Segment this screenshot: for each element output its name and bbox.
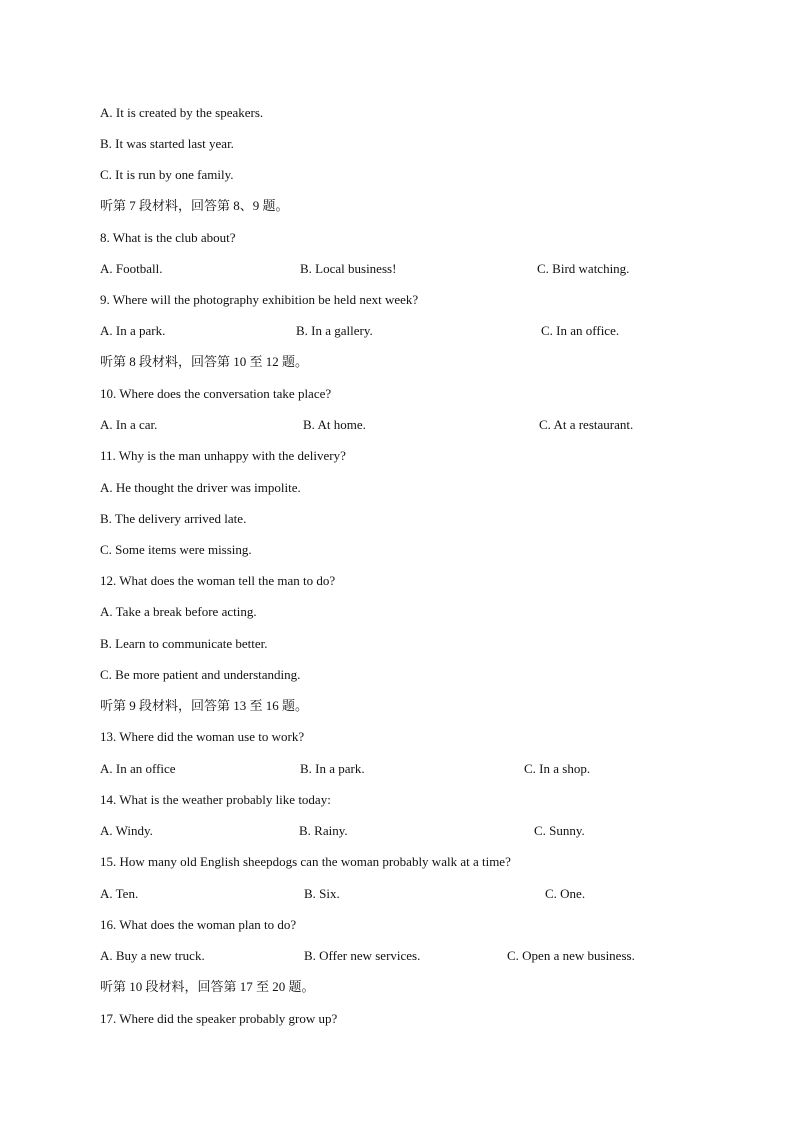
- option-c-q13: C. In a shop.: [524, 761, 591, 776]
- option-b-q16: B. Offer new services.: [304, 948, 421, 963]
- option-a-q7: A. It is created by the speakers.: [100, 105, 264, 120]
- question-10: 10. Where does the conversation take place?: [100, 386, 332, 401]
- question-15: 15. How many old English sheepdogs can the woman probably walk at a time?: [100, 854, 511, 869]
- option-a-q16: A. Buy a new truck.: [100, 948, 205, 963]
- option-b-q12: B. Learn to communicate better.: [100, 636, 268, 651]
- option-b-q13: B. In a park.: [300, 761, 365, 776]
- option-c-q16: C. Open a new business.: [507, 948, 635, 963]
- option-b-q11: B. The delivery arrived late.: [100, 511, 247, 526]
- question-8: 8. What is the club about?: [100, 230, 236, 245]
- option-b-q7: B. It was started last year.: [100, 136, 234, 151]
- option-a-q9: A. In a park.: [100, 323, 166, 338]
- option-a-q14: A. Windy.: [100, 823, 153, 838]
- option-c-q12: C. Be more patient and understanding.: [100, 667, 301, 682]
- option-a-q12: A. Take a break before acting.: [100, 604, 257, 619]
- option-a-q11: A. He thought the driver was impolite.: [100, 480, 301, 495]
- question-9: 9. Where will the photography exhibition be held next week?: [100, 292, 419, 307]
- question-11: 11. Why is the man unhappy with the delivery?: [100, 448, 346, 463]
- option-c-q9: C. In an office.: [541, 323, 620, 338]
- question-17: 17. Where did the speaker probably grow up?: [100, 1011, 338, 1026]
- section-instruction-9: 听第 9 段材料，回答第 13 至 16 题。: [100, 698, 309, 713]
- option-c-q10: C. At a restaurant.: [539, 417, 634, 432]
- question-16: 16. What does the woman plan to do?: [100, 917, 297, 932]
- option-c-q15: C. One.: [545, 886, 586, 901]
- option-c-q7: C. It is run by one family.: [100, 167, 234, 182]
- option-a-q13: A. In an office: [100, 761, 176, 776]
- option-a-q8: A. Football.: [100, 261, 163, 276]
- question-12: 12. What does the woman tell the man to do?: [100, 573, 336, 588]
- question-13: 13. Where did the woman use to work?: [100, 729, 305, 744]
- option-c-q11: C. Some items were missing.: [100, 542, 252, 557]
- section-instruction-7: 听第 7 段材料，回答第 8、9 题。: [100, 198, 289, 213]
- option-a-q10: A. In a car.: [100, 417, 158, 432]
- option-c-q14: C. Sunny.: [534, 823, 585, 838]
- section-instruction-8: 听第 8 段材料，回答第 10 至 12 题。: [100, 354, 309, 369]
- option-b-q8: B. Local business!: [300, 261, 397, 276]
- question-14: 14. What is the weather probably like today:: [100, 792, 331, 807]
- option-b-q14: B. Rainy.: [299, 823, 348, 838]
- section-instruction-10: 听第 10 段材料，回答第 17 至 20 题。: [100, 979, 315, 994]
- option-b-q10: B. At home.: [303, 417, 366, 432]
- option-c-q8: C. Bird watching.: [537, 261, 630, 276]
- option-b-q15: B. Six.: [304, 886, 340, 901]
- option-a-q15: A. Ten.: [100, 886, 139, 901]
- option-b-q9: B. In a gallery.: [296, 323, 373, 338]
